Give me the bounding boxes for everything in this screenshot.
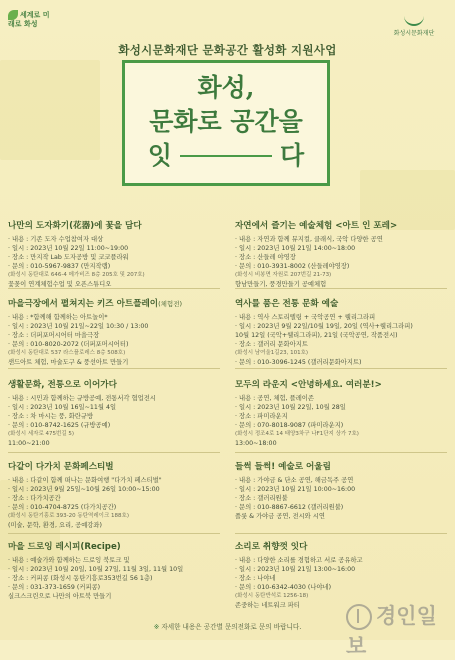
program-title: 자연에서 즐기는 예술체험 <아트 인 포레> (235, 221, 398, 231)
program-panel-3: 생활문화, 전통으로 이어가다 · 내용 : 시민과 함께하는 규방공예, 전통서각 협업전시 · 일시 : 2023년 10월 16일~11월 4일 · 장소 : 차 마시는 풍, 화란규방 · 문의 : 010-8742-1625 (규방공예) (화성시 세자로 475번길 5) 11:00~21:00 (8, 378, 223, 448)
program-panel-10: 소리로 취향껏 잇다 · 내용 : 다양한 소리를 경험하고 서로 공유하고 · 일시 : 2023년 10월 21일 13:00~16:00 · 장소 : 나야네 · 문의 : 010-6342-4030 (나야네) (화성시 동탄반석로 1256-18) 존중하는 네트워크 파티 (235, 540, 450, 610)
hwaseong-city-logo: 세계로 미래로 화성 (8, 11, 50, 28)
program-title: 나만의 도자화기(花器)에 꽃을 담다 (8, 221, 142, 231)
program-title: 들썩 들썩! 예술로 어울림 (235, 462, 331, 472)
footer-note: ※ 자세한 내용은 공간별 문의전화로 문의 바랍니다. (153, 623, 302, 631)
page-subtitle: 화성시문화재단 문화공간 활성화 지원사업 (118, 43, 337, 57)
program-panel-4: 다같이 다가치 문화페스티벌 · 내용 : 다같이 함께 떠나는 문화여행 "다가치 페스티벌" · 일시 : 2023년 9월 25일~10월 26일 10:00~15:00 · 장소 : 다가치공간 · 문의 : 010-4704-8725 (다가치공간) (화성시 동탄기흥로 393-20 동탄역레이크 188호) (미술, 문학, 환경, 요리, 공예강좌) (8, 460, 223, 530)
divider (235, 368, 447, 369)
program-title: 생활문화, 전통으로 이어가다 (8, 380, 117, 390)
program-title: 소리로 취향껏 잇다 (235, 542, 308, 552)
divider (8, 368, 220, 369)
program-title: 역사를 품은 전통 문화 예술 (235, 299, 339, 309)
divider (8, 452, 220, 453)
bg-square (0, 60, 100, 160)
foundation-mark-icon (404, 12, 424, 26)
title-connector-line (180, 155, 272, 157)
divider (235, 533, 447, 534)
program-panel-7: 역사를 품은 전통 문화 예술 · 내용 : 역사 스토리텔링 + 국악공연 + 웰리그라피 · 일시 : 2023년 9월 22일/10월 19일, 20일 (역사+웰리그라피) 10월 12일 (국악+웰리그라피), 21일 (국악공연, 작품전시) · 장소 : 갤러리 문화아지트 (화성시 남여울1길23, 101호) · 문의 : 010-3096-1245 (갤러리문화아지트) (235, 297, 450, 367)
divider (8, 533, 220, 534)
title-line-1: 화성, (197, 73, 255, 102)
program-title: 마을 드로잉 레시피(Recipe) (8, 542, 121, 552)
program-panel-6: 자연에서 즐기는 예술체험 <아트 인 포레> · 내용 : 자연과 함께 뮤지컬, 클래식, 국악 다양한 공연 · 일시 : 2023년 10월 21일 14:00~18:00 · 장소 : 산들레 야영장 · 문의 : 010-3931-8002 (산들레야영장) (화성시 비봉면 자원로 207번길 21-73) 향남만들기, 풍경만들기 공예체험 (235, 219, 450, 289)
program-panel-2: 마을극장에서 펼쳐지는 키즈 아트플레이(체험전) · 내용 : *함께해 함께하는 아트놀이* · 일시 : 2023년 10월 21일~22일 10:30 / 13:00 · 장소 : 더퍼포머시어터 마을극장 · 문의 : 010-8020-2072 (더퍼포머시어터) (화성시 동탄대로 537 라스플로레스 8층 508호) 샌드아트 체험, 마술도구 & 풍선아트 만들기 (8, 297, 223, 367)
program-title: 모두의 라운지 <안녕하세요. 여러분!> (235, 380, 382, 390)
program-panel-5: 마을 드로잉 레시피(Recipe) · 내용 : 예술가와 함께하는 드로잉 북토크 및 · 일시 : 2023년 10월 20일, 10월 27일, 11월 3일, 11월 10일 · 장소 : 커피콩 (화성시 동탄기흥로353번길 56 1층) · 문의 : 031-373-1659 (커피콩) 실크스크린으로 나만의 아트북 만들기 (8, 540, 223, 601)
program-title: 다같이 다가치 문화페스티벌 (8, 462, 114, 472)
divider (235, 452, 447, 453)
title-frame (122, 60, 330, 186)
title-line-3: 잇 다 (147, 141, 305, 170)
news-watermark: 경인일보 (346, 604, 437, 658)
program-panel-8: 모두의 라운지 <안녕하세요. 여러분!> · 내용 : 공연, 체험, 플레이존 · 일시 : 2023년 10월 22일, 10월 28일 · 장소 : 파미라운지 · 문의 : 070-8018-9087 (파미라운지) (화성시 정조4로 14 태양3차구 나F1단지 상가 7호) 13:00~18:00 (235, 378, 450, 448)
divider (8, 288, 220, 289)
divider (235, 288, 447, 289)
leaf-icon (8, 10, 18, 20)
program-panel-9: 들썩 들썩! 예술로 어울림 · 내용 : 가야금 & 단소 공연, 해금독주 공연 · 일시 : 2023년 10월 21일 10:00~16:00 · 장소 : 갤러리원불 · 문의 : 010-8867-6612 (갤러리원불) 플룻 & 가야금 공연, 전시와 시연 (235, 460, 450, 521)
program-title: 마을극장에서 펼쳐지는 키즈 아트플레이(체험전) (8, 299, 183, 309)
foundation-logo: 화성시문화재단 (383, 12, 445, 37)
title-line-2: 문화로 공간을 (149, 107, 303, 136)
program-panel-1: 나만의 도자화기(花器)에 꽃을 담다 · 내용 : 기존 도자 수업참여자 대상 · 일시 : 2023년 10월 22일 11:00~19:00 · 장소 : 만지작 Lab 도자공방 및 코코플라워 · 문의 : 010-5967-9837 (만지작랩) (화성시 동탄대로 646-4 메가비즈 8층 205호 및 207호) 꽃꽂이 연계체험수업 및 오픈스튜디오 (8, 219, 223, 289)
